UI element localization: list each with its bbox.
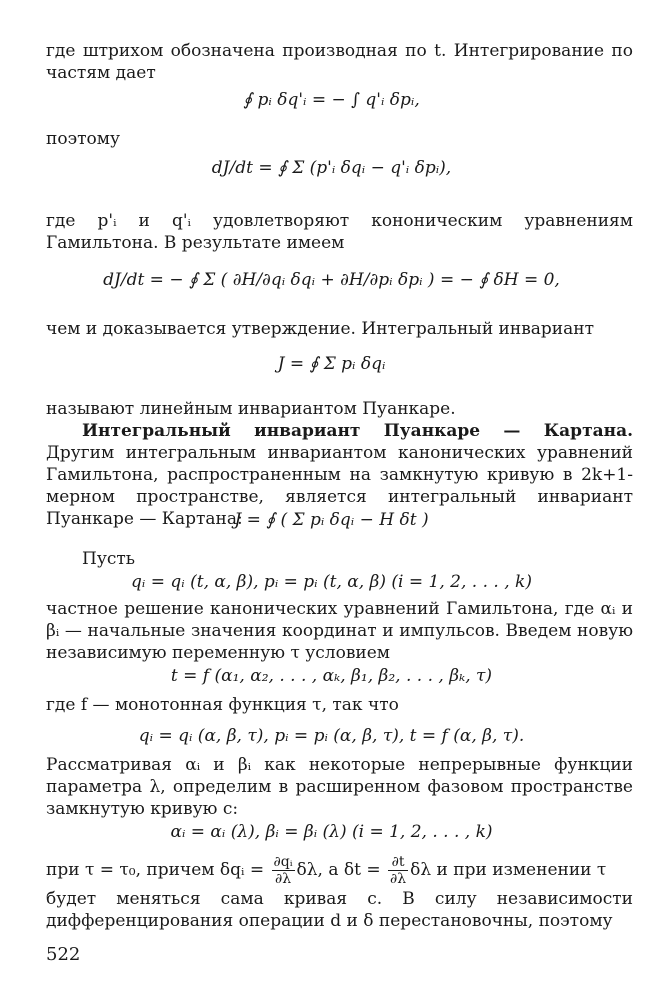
paragraph-8: частное решение канонических уравнений Гамильтона, где αᵢ и βᵢ — начальные значения координат и импульсов. Введем новую независимую переменную τ условием [46,599,633,663]
paragraph-12: будет меняться сама кривая c. В силу независимости дифференцирования операции d и δ перестановочны, поэтому [46,889,633,931]
equation-5: J = ∮ ( Σ pᵢ δqᵢ − H δt ) [234,510,429,530]
paragraph-11-part-a: при τ = τ₀, причем δqᵢ = [46,860,265,880]
paragraph-3: где p'ᵢ и q'ᵢ удовлетворяют кононическим уравнениям Гамильтона. В результате имеем [46,211,633,253]
fraction-dt-dlambda [388,854,408,887]
fraction-numerator: ∂t [388,854,408,871]
paragraph-10: Рассматривая αᵢ и βᵢ как некоторые непрерывные функции параметра λ, определим в расширенном фазовом пространстве замкнутую кривую c: [46,755,633,819]
equation-1: ∮ pᵢ δq'ᵢ = − ∫ q'ᵢ δpᵢ, [243,90,420,110]
paragraph-5: называют линейным инвариантом Пуанкаре. [46,399,456,419]
paragraph-11 [46,854,633,887]
paragraph-9: где f — монотонная функция τ, так что [46,695,399,715]
fraction-dq-dlambda [272,854,295,887]
paragraph-1: где штрихом обозначена производная по t. Интегрирование по частям дает [46,41,633,83]
paragraph-11-part-b: δλ, а δt = [296,860,381,880]
equation-3: dJ/dt = − ∮ Σ ( ∂H/∂qᵢ δqᵢ + ∂H/∂pᵢ δpᵢ ) = − ∮ δH = 0, [103,270,560,290]
equation-6: qᵢ = qᵢ (t, α, β), pᵢ = pᵢ (t, α, β) (i = 1, 2, . . . , k) [131,572,532,592]
fraction-denominator: ∂λ [390,871,407,887]
paragraph-6-text: Другим интегральным инвариантом канонических уравнений Гамильтона, распространенным на замкнутую кривую в 2k+1-мерном пространстве, является интегральный инвариант Пуанкаре — Картана: [46,443,633,529]
equation-2: dJ/dt = ∮ Σ (p'ᵢ δqᵢ − q'ᵢ δpᵢ), [211,158,452,178]
paragraph-2: поэтому [46,129,120,149]
equation-8: qᵢ = qᵢ (α, β, τ), pᵢ = pᵢ (α, β, τ), t = f (α, β, τ). [138,726,525,746]
equation-7: t = f (α₁, α₂, . . . , αₖ, β₁, β₂, . . . , βₖ, τ) [170,666,493,686]
equation-9: αᵢ = αᵢ (λ), βᵢ = βᵢ (λ) (i = 1, 2, . . . , k) [170,822,493,842]
paragraph-4: чем и доказывается утверждение. Интегральный инвариант [46,319,595,339]
page-number: 522 [46,944,81,965]
paragraph-7: Пусть [82,549,136,569]
fraction-denominator: ∂λ [274,871,292,887]
equation-4: J = ∮ Σ pᵢ δqᵢ [277,354,386,374]
fraction-numerator: ∂qᵢ [273,854,293,870]
section-heading: Интегральный инвариант Пуанкаре — Картана. [82,421,633,441]
paragraph-11-part-c: δλ и при изменении τ [410,860,607,880]
